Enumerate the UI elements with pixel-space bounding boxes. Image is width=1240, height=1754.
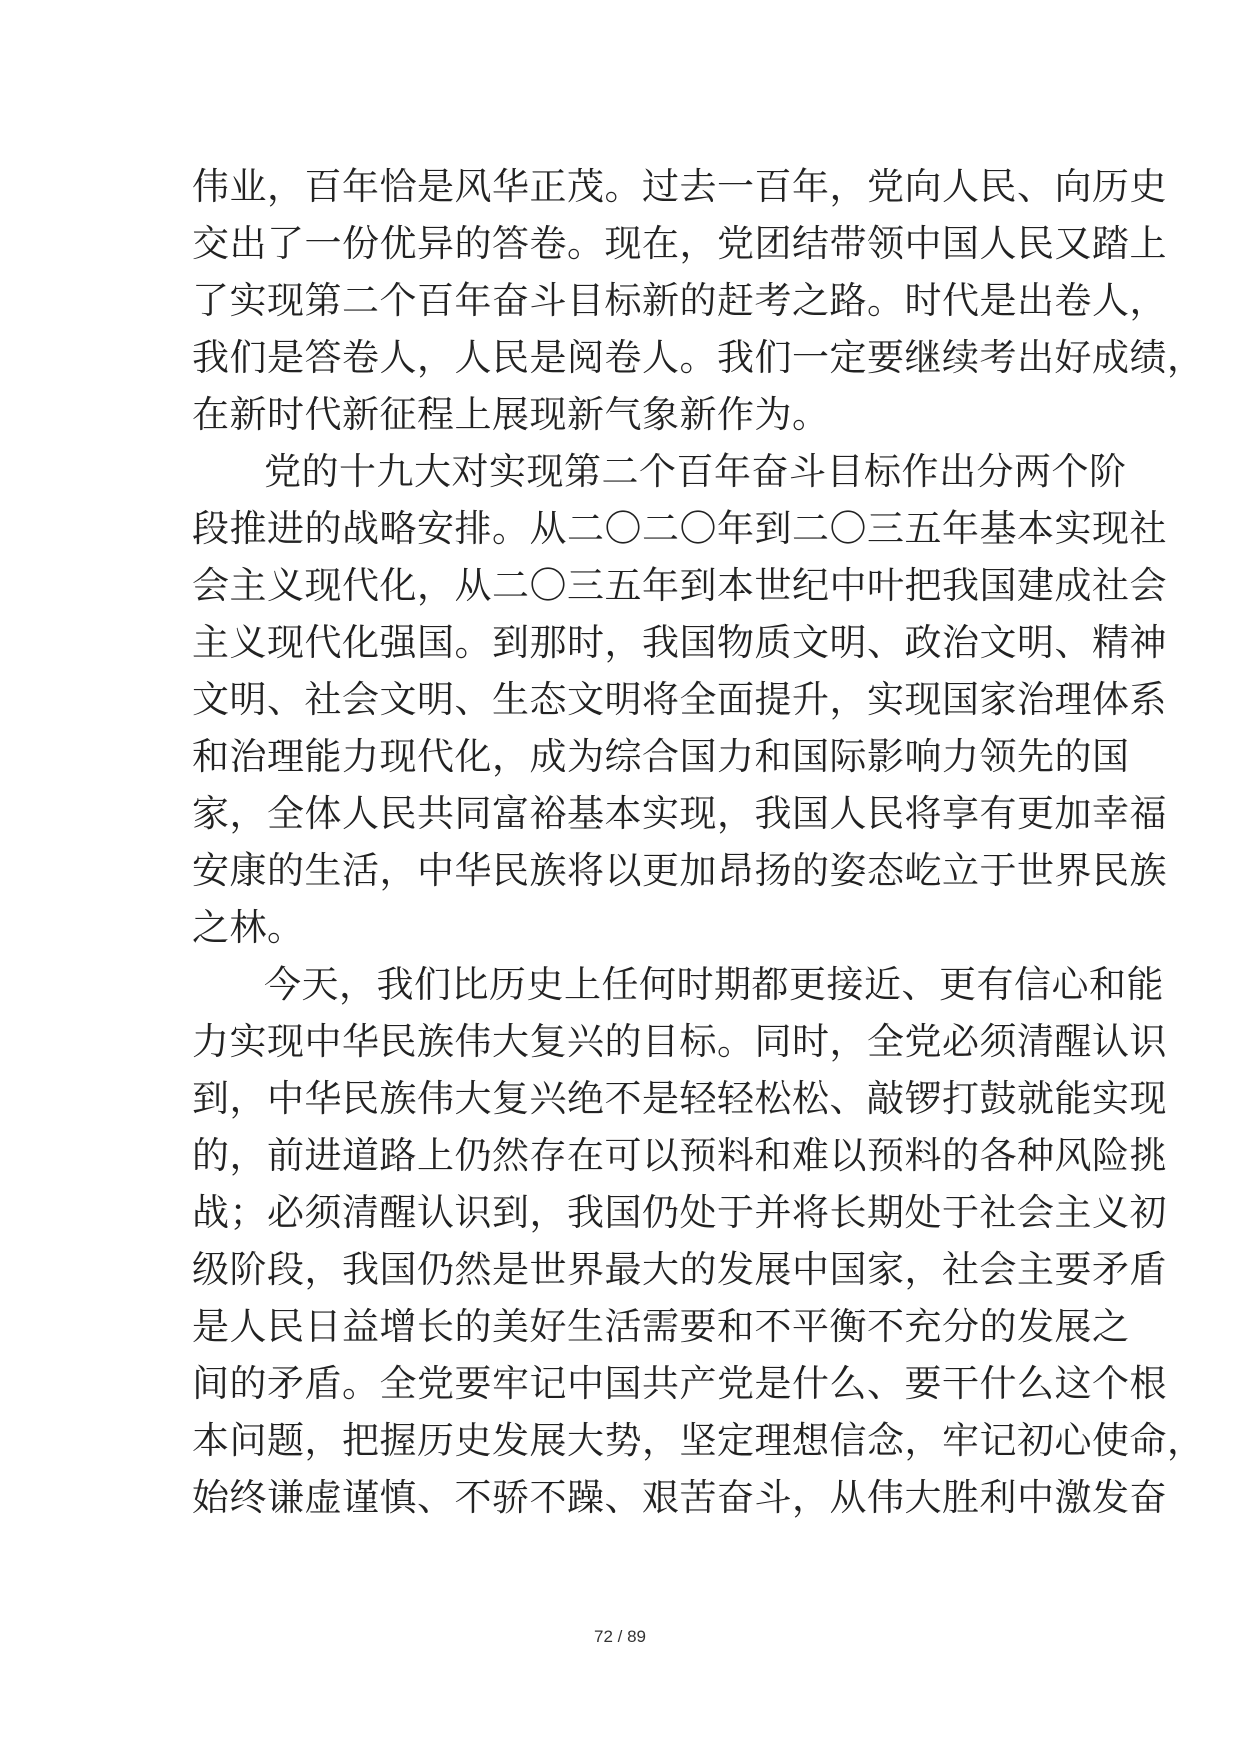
text-line: 伟业，百年恰是风华正茂。过去一百年，党向人民、向历史 xyxy=(192,165,1167,208)
text-line: 了实现第二个百年奋斗目标新的赶考之路。时代是出卷人， xyxy=(192,279,1167,322)
text-line: 级阶段，我国仍然是世界最大的发展中国家，社会主要矛盾 xyxy=(192,1248,1167,1291)
text-line: 我们是答卷人，人民是阅卷人。我们一定要继续考出好成绩， xyxy=(192,336,1205,379)
text-line: 是人民日益增长的美好生活需要和不平衡不充分的发展之 xyxy=(192,1305,1130,1348)
text-line: 今天，我们比历史上任何时期都更接近、更有信心和能 xyxy=(264,963,1164,1006)
text-line: 之林。 xyxy=(192,906,305,949)
text-line: 段推进的战略安排。从二〇二〇年到二〇三五年基本实现社 xyxy=(192,507,1167,550)
page-number: 72 / 89 xyxy=(594,1627,646,1646)
text-line: 在新时代新征程上展现新气象新作为。 xyxy=(192,393,830,436)
text-line: 和治理能力现代化，成为综合国力和国际影响力领先的国 xyxy=(192,735,1130,778)
text-line: 本问题，把握历史发展大势，坚定理想信念，牢记初心使命， xyxy=(192,1419,1205,1462)
text-line: 会主义现代化，从二〇三五年到本世纪中叶把我国建成社会 xyxy=(192,564,1167,607)
text-line: 交出了一份优异的答卷。现在，党团结带领中国人民又踏上 xyxy=(192,222,1167,265)
text-line: 的，前进道路上仍然存在可以预料和难以预料的各种风险挑 xyxy=(192,1134,1167,1177)
text-line: 力实现中华民族伟大复兴的目标。同时，全党必须清醒认识 xyxy=(192,1020,1167,1063)
text-line: 主义现代化强国。到那时，我国物质文明、政治文明、精神 xyxy=(192,621,1167,664)
text-line: 党的十九大对实现第二个百年奋斗目标作出分两个阶 xyxy=(264,450,1127,493)
text-line: 间的矛盾。全党要牢记中国共产党是什么、要干什么这个根 xyxy=(192,1362,1167,1405)
text-line: 战；必须清醒认识到，我国仍处于并将长期处于社会主义初 xyxy=(192,1191,1167,1234)
text-line: 到，中华民族伟大复兴绝不是轻轻松松、敲锣打鼓就能实现 xyxy=(192,1077,1167,1120)
text-line: 家，全体人民共同富裕基本实现，我国人民将享有更加幸福 xyxy=(192,792,1167,835)
text-line: 始终谦虚谨慎、不骄不躁、艰苦奋斗，从伟大胜利中激发奋 xyxy=(192,1476,1167,1519)
text-line: 安康的生活，中华民族将以更加昂扬的姿态屹立于世界民族 xyxy=(192,849,1167,892)
text-line: 文明、社会文明、生态文明将全面提升，实现国家治理体系 xyxy=(192,678,1167,721)
